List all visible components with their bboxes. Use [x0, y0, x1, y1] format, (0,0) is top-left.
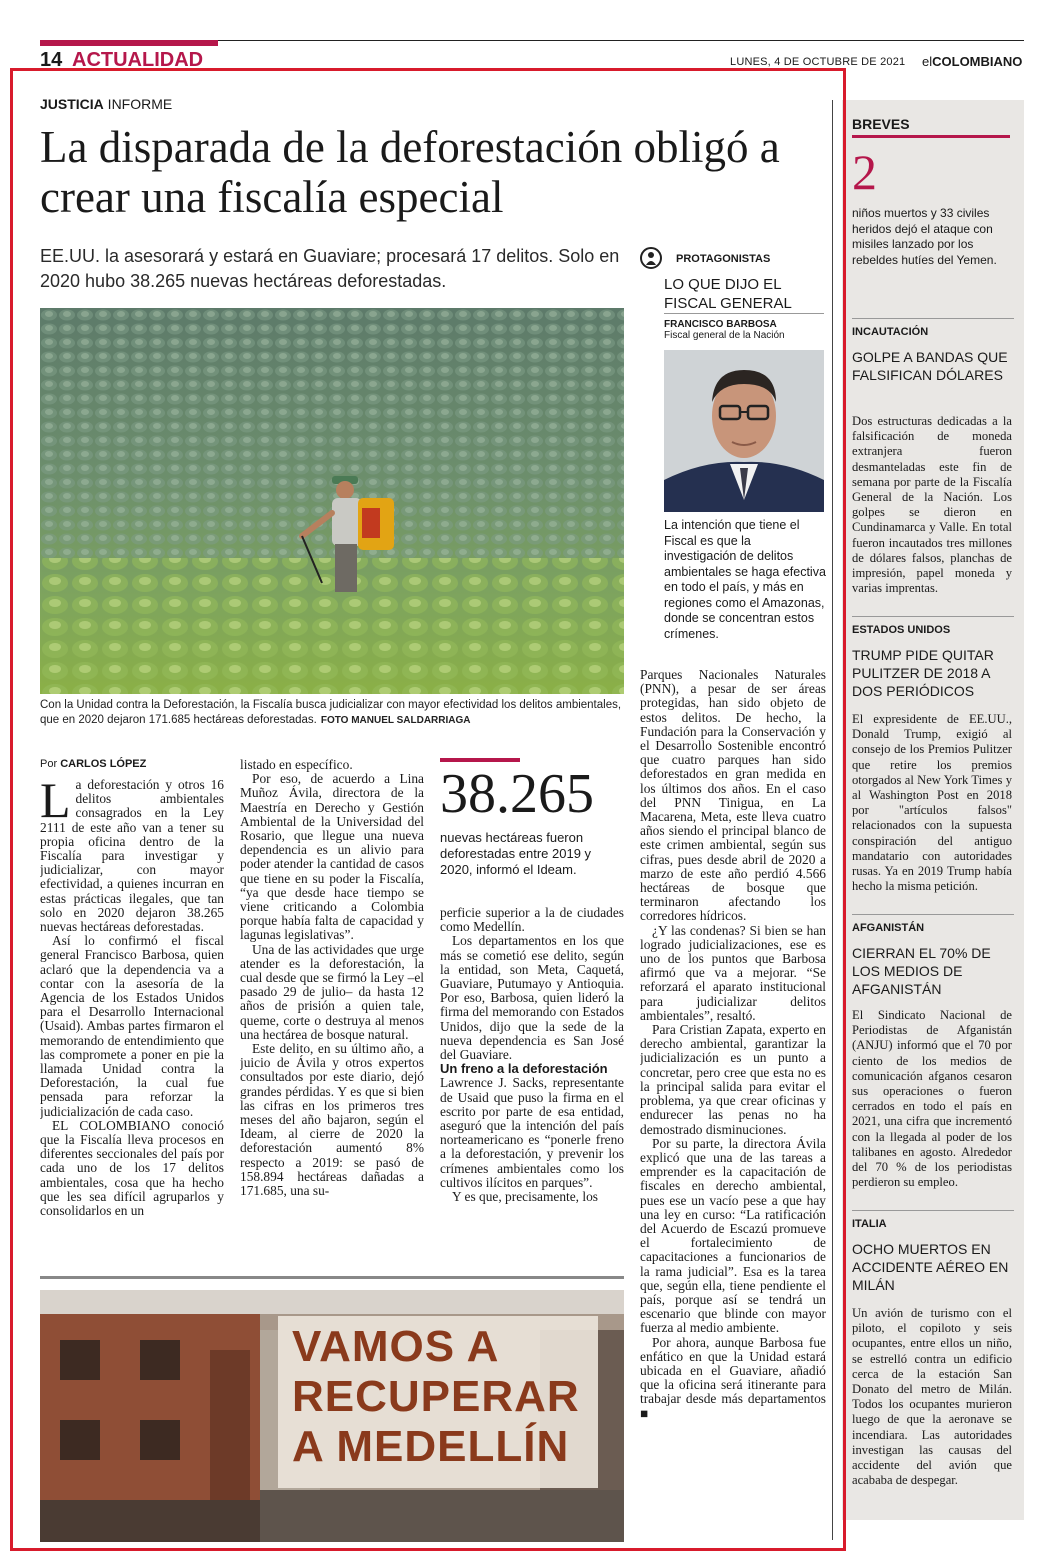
kicker-section: JUSTICIA: [40, 96, 104, 112]
deck: EE.UU. la asesorará y estará en Guaviare; procesará 17 delitos. Solo en 2020 hubo 38.265 nuevas hectáreas deforestadas.: [40, 246, 620, 291]
brief-kicker: INCAUTACIÓN: [852, 326, 929, 338]
section-accent-bar: [40, 40, 218, 46]
protagonists-rule: [664, 313, 824, 314]
protagonist-name: FRANCISCO BARBOSA: [664, 319, 777, 330]
protagonist-role: Fiscal general de la Nación: [664, 330, 785, 341]
big-number-text: nuevas hectáreas fueron deforestadas entre 2019 y 2020, informó el Ideam.: [440, 830, 592, 877]
brief-kicker: ESTADOS UNIDOS: [852, 624, 951, 636]
paragraph: perficie superior a la de ciudades como Medellín.: [440, 906, 624, 935]
byline: [40, 758, 146, 770]
big-number-rule: [440, 758, 520, 762]
paragraph: ¿Y las condenas? Si bien se han logrado judicializaciones, ese es uno de los puntos que Barbosa afirmó que va a mejorar. “Se reforzará el aparato institucional para judicializar delitos ambientales”, resaltó.: [640, 922, 826, 1023]
body-column-4: [640, 668, 826, 1548]
byline-prefix: Por: [40, 758, 61, 770]
big-number: 38.265: [440, 763, 594, 825]
brief-title: TRUMP PIDE QUITAR PULITZER DE 2018 A DOS PERIÓDICOS: [852, 647, 994, 699]
newspaper-name-main: COLOMBIANO: [932, 54, 1023, 69]
newspaper-name: [922, 54, 1022, 69]
page-number: 14: [40, 49, 63, 71]
body-column-3: [440, 906, 624, 1258]
photo-caption-text: Con la Unidad contra la Deforestación, la Fiscalía busca judicializar con mayor efectividad los delitos ambientales, que en 2020 dejaron 171.685 hectáreas deforestadas.: [40, 699, 622, 726]
brief-body: Dos estructuras dedicadas a la falsificación de moneda extranjera fueron desmanteladas este fin de semana por parte de la Fiscalía General de la Nación. Los golpes se dieron en Cundinamarca y Valle. En total fueron incautados tres millones de dólares falsos, planchas de impresión, papel moneda y varias imprentas.: [852, 414, 1012, 596]
briefs-accent-rule: [852, 135, 1010, 138]
paragraph-text: a deforestación y otros 16 delitos ambientales consagrados en la Ley 2111 de este año van a tener su propia oficina dentro de la Fiscalía para investigar y judicializar, con mayor efectividad, a quienes incurran en estas prácticas ilegales, que tan solo en 2020 dejaron 38.265 nuevas hectáreas deforestadas.: [40, 778, 224, 935]
brief-separator: [852, 318, 1014, 319]
body-column-1: [40, 778, 224, 1258]
brief-title: CIERRAN EL 70% DE LOS MEDIOS DE AFGANISTÁN: [852, 945, 991, 997]
paragraph: Por ahora, aunque Barbosa fue enfático en que la Unidad estará ubicada en el Guaviare, añadió que la oficina será itinerante para trabajar desde más departamentos ■: [640, 1334, 826, 1421]
paragraph: Por su parte, la directora Ávila explicó que una de las tareas a emprender es la capacitación de fiscales en derecho ambiental, pues ese un vacío pese a que hay una ley en curso: “La ratificación del Acuerdo de Escazú promueve el fortalecimiento de capacitaciones a funcionarios de la rama judicial”. Esa es la tarea que, según ella, tiene pendiente el país, porque así se tendrá un escenario que blinde con mayor fuerza al medio ambiente.: [640, 1135, 826, 1336]
section-name: ACTUALIDAD: [72, 49, 204, 71]
paragraph: Este delito, en su último año, a juicio de Ávila y otros expertos consultados por este diario, dejó grandes pérdidas. Y es que si bien las cifras en los primeros tres meses del año bajaron, según el Ideam, al cierre de 2020 la deforestación aumentó 8% respecto a 2019: se pasó de 158.894 hectáreas dañadas a 171.685, una su-: [240, 1041, 424, 1199]
brief-number-text: niños muertos y 33 civiles heridos dejó el ataque con misiles lanzado por los rebeldes hutíes del Yemen.: [852, 206, 997, 267]
paragraph: listado en específico.: [240, 758, 353, 772]
article-kicker: [40, 96, 172, 112]
paragraph: Lawrence J. Sacks, representante de Usaid que puso la firma en el escrito por parte de esa entidad, aseguró que la intención del país norteamericano es “ponerle freno a la deforestación, y prevenir los crímenes ambientales como los cultivos ilícitos en parques”.: [440, 1075, 624, 1190]
person-icon: [640, 247, 662, 269]
drop-cap: L: [40, 778, 71, 828]
photo-caption: [40, 698, 630, 728]
paragraph: Una de las actividades que urge atender es la deforestación, la cual desde que se firmó la Ley –el pasado 29 de julio– da hasta 12 años de prisión a quien tale, queme, corte o destruya al menos una hectárea de bosque natural.: [240, 941, 424, 1042]
paragraph: EL COLOMBIANO conoció que la Fiscalía lleva procesos en diferentes seccionales del país por cada uno de los 17 delitos ambientales, cosa que ha hecho que les sea difícil agruparlos y consolidarlos en un: [40, 1117, 224, 1219]
protagonists-label: PROTAGONISTAS: [676, 253, 771, 265]
byline-author: CARLOS LÓPEZ: [60, 758, 147, 770]
brief-separator: [852, 914, 1014, 915]
ad-headline-line-3: A MEDELLÍN: [292, 1422, 570, 1471]
photo-credit: FOTO MANUEL SALDARRIAGA: [320, 715, 471, 726]
headline: La disparada de la deforestación obligó a crear una fiscalía especial: [40, 122, 780, 222]
paragraph: Los departamentos en los que más se cometió ese delito, según la entidad, son Meta, Caquetá, Guaviare, Putumayo y Antioquia. Por eso, Barbosa, quien lideró la firma del memorando con Estados Unidos, dijo que la sede de la nueva dependencia es San José del Guaviare.: [440, 933, 624, 1063]
brief-body: Un avión de turismo con el piloto, el copiloto y seis ocupantes, entre ellos un niño, se estrelló contra un edificio cerca de la estación San Donato del metro de Milán. Todos los ocupantes murieron luego de que la aeronave se incendiara. Las autoridades investigan las causas del accidente del avión que acababa de despegar.: [852, 1306, 1012, 1488]
paragraph: [40, 778, 224, 934]
newspaper-name-prefix: el: [922, 54, 933, 69]
brief-body: El Sindicato Nacional de Periodistas de Afganistán (ANJU) informó que el 70 por ciento de los medios de comunicación afganos cesaron sus operaciones o fueron cerrados en todo el país en 2021, una cifra que incrementó con la llegada al poder de los talibanes en agosto. Alrededor del 70 % de los periodistas perdieron su empleo.: [852, 1008, 1012, 1190]
brief-title: OCHO MUERTOS EN ACCIDENTE AÉREO EN MILÁN: [852, 1241, 1009, 1293]
briefs-label: BREVES: [852, 116, 910, 132]
brief-kicker: ITALIA: [852, 1218, 887, 1230]
body-column-2: [240, 758, 424, 1258]
protagonists-title: LO QUE DIJO EL FISCAL GENERAL: [664, 276, 792, 312]
paragraph: Por eso, de acuerdo a Lina Muñoz Ávila, directora de la Maestría en Derecho y Gestión Ambiental de la Universidad del Rosario, que llegue una nueva dependencia es un alivio para poder atender la cantidad de casos que tiene en su poder la Fiscalía, “ya que desde hace tiempo se viene criticando a Colombia porque había falta de capacidad y lagunas legislativas”.: [240, 771, 424, 943]
brief-separator: [852, 616, 1014, 617]
brief-kicker: AFGANISTÁN: [852, 922, 925, 934]
issue-date: LUNES, 4 DE OCTUBRE DE 2021: [730, 56, 906, 68]
paragraph: Y es que, precisamente, los: [452, 1189, 599, 1205]
ad-headline-line-2: RECUPERAR: [292, 1372, 580, 1421]
protagonist-photo: [664, 350, 824, 512]
brief-number: 2: [852, 144, 877, 200]
subheading: Un freno a la deforestación: [440, 1061, 608, 1077]
column-divider: [832, 100, 833, 1540]
main-photo: [40, 308, 624, 694]
paragraph: Para Cristian Zapata, experto en derecho ambiental, garantizar la judicialización es un punto a concretar, pero cree que esta no es la principal salida para evitar el problema, ya que crear oficinas y endurecer las penas no ha demostrado disminuciones.: [640, 1022, 826, 1137]
ad-headline-line-1: VAMOS A: [292, 1322, 500, 1371]
ad-separator: [40, 1276, 624, 1279]
brief-title: GOLPE A BANDAS QUE FALSIFICAN DÓLARES: [852, 349, 1008, 383]
kicker-type: INFORME: [103, 96, 173, 112]
brief-body: El expresidente de EE.UU., Donald Trump, exigió al consejo de los Premios Pulitzer que retire los premios otorgados al New York Times y al Washington Post en 2018 por "artículos falsos" relacionados con la supuesta conspiración del antiguo mandatario con autoridades rusas. Ya en 2019 Trump había hecho la misma petición.: [852, 712, 1012, 894]
protagonist-quote: La intención que tiene el Fiscal es que la investigación de delitos ambientales se haga efectiva en todo el país, y más en regiones como el Amazonas, donde se concentran estos crímenes.: [664, 518, 826, 641]
brief-separator: [852, 1210, 1014, 1211]
paragraph: Parques Nacionales Naturales (PNN), a pesar de ser áreas protegidas, han sido objeto de estos delitos. De hecho, la Fundación para la Conservación y el Desarrollo Sostenible encontró que cuatro parques han sido deforestados en gran medida en los últimos dos años. En el caso del PNN Tinigua, en La Macarena, Meta, este lleva cuatro años siendo el principal blanco de este crimen ambiental, según sus cifras, pues desde abril de 2020 a marzo de este año perdió 4.566 hectáreas de bosque que terminaron afectando los corredores hídricos.: [640, 668, 826, 924]
paragraph: Así lo confirmó el fiscal general Francisco Barbosa, quien aclaró que la dependencia va a contar con la asesoría de la Agencia de los Estados Unidos para el Desarrollo Internacional (Usaid). Ambas partes firmaron el memorando de entendimiento que las compromete a poner en pie la llamada Unidad contra la Deforestación, la cual fue pensada para reforzar la judicialización de cada caso.: [40, 933, 224, 1119]
